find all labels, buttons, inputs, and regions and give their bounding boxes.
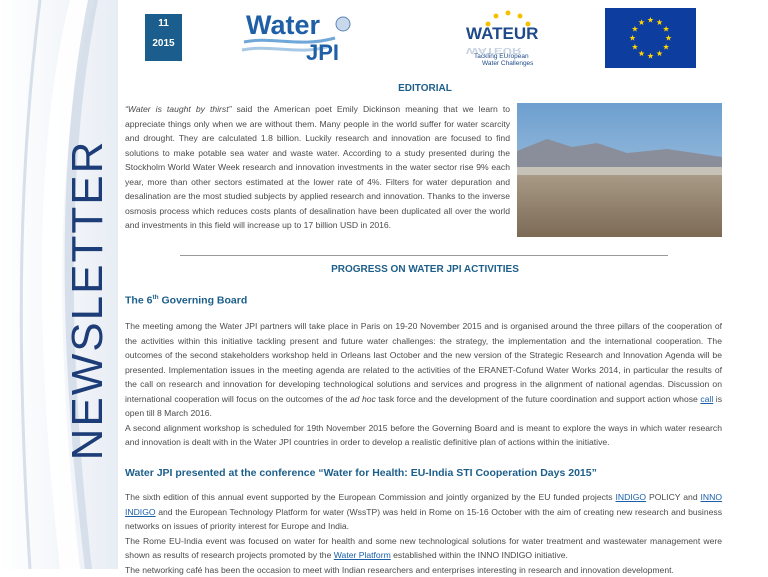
eu-star-icon <box>638 19 644 25</box>
editorial-text <box>125 102 510 233</box>
governing-board-title: The 6th Governing Board <box>125 294 248 307</box>
eu-star-icon <box>665 35 671 41</box>
conference-text: The sixth edition of this annual event supported by the European Commission and jointly organized by the EU funded projects INDIGO POLICY and INNO INDIGO and the European Technology Platform for water (WssTP) was held in Rome on 15-16 October with the aim of creating new research and business networks on issues of priority interest for Europe and India. The Rome EU-India event was focused on water for health and some new technological solutions for water treatment and wastewater management were shown as results of research projects promoted by the Water Platform established within the INNO INDIGO initiative. The networking café has been the occasion to meet with Indian researchers and enterprises interesting in research and innovation development. <box>125 492 722 575</box>
eu-star-icon <box>663 26 669 32</box>
water-jpi-logo-word1: Water <box>246 10 321 40</box>
editorial-quote: “Water is taught by thirst” <box>125 104 232 114</box>
newsletter-sidebar <box>0 0 118 569</box>
eu-flag-icon <box>605 8 696 68</box>
eu-star-icon <box>647 17 653 23</box>
water-jpi-logo-word2: JPI <box>306 40 340 64</box>
desert-landscape-photo <box>517 103 722 237</box>
wateur-logo <box>460 8 556 68</box>
inno-indigo-link[interactable]: INNO INDIGO <box>125 492 722 517</box>
eu-star-icon <box>629 35 635 41</box>
progress-heading: PROGRESS ON WATER JPI ACTIVITIES <box>331 264 519 275</box>
eu-star-icon <box>656 19 662 25</box>
eu-star-icon <box>632 26 638 32</box>
water-platform-link[interactable]: Water Platform <box>333 550 391 560</box>
water-jpi-logo <box>240 8 355 64</box>
wateur-logo-name: WATEUR <box>466 24 539 43</box>
eu-star-icon <box>656 50 662 56</box>
wateur-tagline-2: Water Challenges <box>482 60 534 67</box>
call-link[interactable]: call <box>700 393 714 404</box>
eu-star-icon <box>663 44 669 50</box>
editorial-body: said the American poet Emily Dickinson meaning that we learn to appreciate things only when we are without them. Many people in the world suffer for water scarcity and drought. They are calculated 1.8 billion. Luckily research and innovation are focused to find solutions to make potable sea water and waste water. According to a study presented during the Stockholm World Water Week research and innovation investments in the water sector rise 9% each year, more than other sectors estimated at the lower rate of 4%. Filters for water depuration and desalination are the most studied subjects by applied research and innovation. Thanks to the inverse osmosis process which reduces costs plants of desalination have been duplicated all over the world and investments in this field will increase up to 17 billion USD in 2016. <box>125 104 510 230</box>
issue-date-badge <box>145 14 182 61</box>
wateur-tagline-1: Tackling EUropean <box>474 53 529 60</box>
issue-month: 11 <box>158 18 169 29</box>
eu-star-icon <box>632 44 638 50</box>
section-divider <box>180 255 668 256</box>
indigo-link[interactable]: INDIGO <box>615 492 647 502</box>
governing-board-text: The meeting among the Water JPI partners will take place in Paris on 19-20 November 2015 and is organised around the three pillars of the cooperation of the activities within this initiative tackling present and future water challenges: the strategy, the implementation and the international cooperation. The outcomes of the second stakeholders workshop held in Orleans last October and the new version of the Strategic Research and Innovation Agenda will be presented. Implementation issues in the meeting agenda are related to the activities of the ERANET-Cofund Water Works 2014, in particular the results of the call on research and innovation for developing technological solutions and services and progress in the alignment of national agendas. Discussion on international cooperation will focus on the outcomes of the ad hoc task force and the development of the future coordination and support action whose call is open till 8 March 2016. A second alignment workshop is scheduled for 19th November 2015 before the Governing Board and is meant to explore the ways in which water research and innovation is dealt with in the Water JPI countries in order to develop a realistic definitive plan of actions within the initiative. <box>125 321 723 447</box>
newsletter-title: NEWSLETTER <box>63 139 112 461</box>
eu-star-icon <box>638 50 644 56</box>
conference-title: Water JPI presented at the conference “Water for Health: EU-India STI Cooperation Days 2015” <box>125 467 597 479</box>
eu-star-icon <box>647 53 653 59</box>
editorial-heading: EDITORIAL <box>398 83 452 94</box>
issue-year: 2015 <box>152 38 175 49</box>
svg-text:WATEUR: WATEUR <box>466 46 522 55</box>
